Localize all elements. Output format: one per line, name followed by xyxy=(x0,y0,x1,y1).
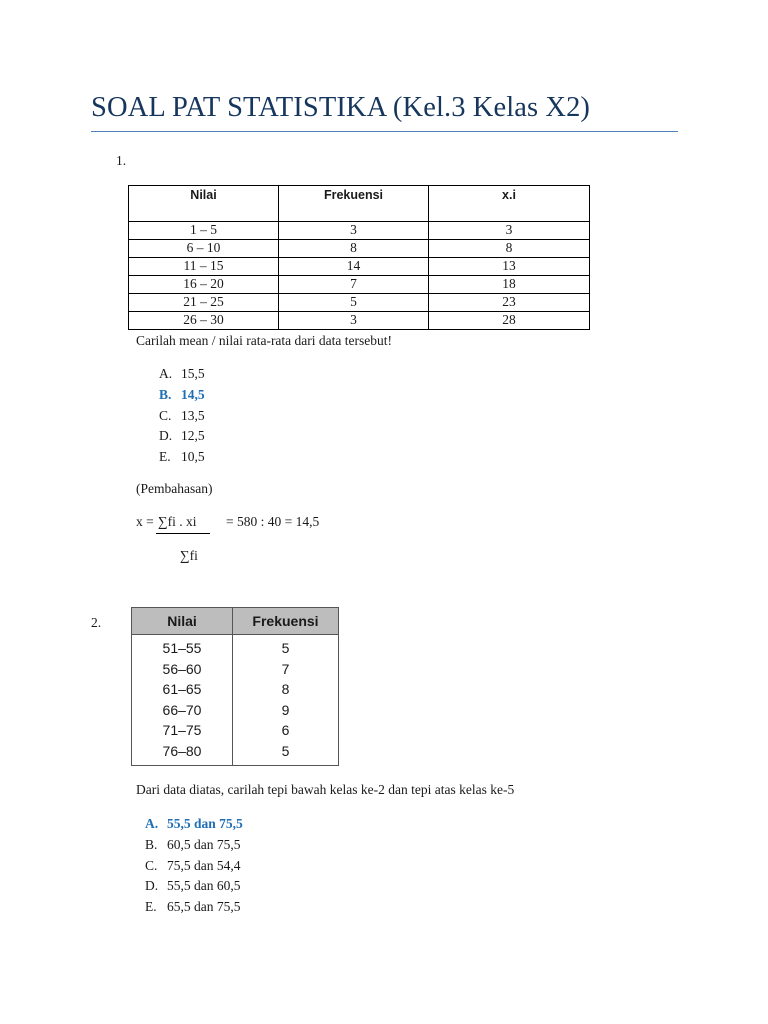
formula-result: = 580 : 40 = 14,5 xyxy=(226,514,320,529)
option-letter: A. xyxy=(145,816,159,831)
table-row xyxy=(132,635,339,659)
cell-nilai: 6 – 10 xyxy=(129,240,279,258)
option-text: 14,5 xyxy=(181,386,205,402)
cell-frekuensi: 3 xyxy=(279,222,429,240)
title-underline xyxy=(91,131,678,132)
cell-xi: 13 xyxy=(429,258,590,276)
option-letter: E. xyxy=(159,449,171,465)
cell-nilai: 51–55 xyxy=(132,635,233,659)
option-letter: C. xyxy=(159,407,172,423)
question-1-table xyxy=(128,185,590,330)
table-header-row xyxy=(132,608,339,635)
cell-nilai: 21 – 25 xyxy=(129,294,279,312)
header-nilai: Nilai xyxy=(129,186,279,222)
option-c[interactable] xyxy=(159,406,205,427)
question-2-text: Dari data diatas, carilah tepi bawah kelas ke-2 dan tepi atas kelas ke-5 xyxy=(136,782,515,797)
option-b[interactable] xyxy=(145,835,243,856)
formula-numerator: ∑fi . xi xyxy=(158,514,197,529)
cell-xi: 23 xyxy=(429,294,590,312)
option-text: 12,5 xyxy=(181,428,205,444)
cell-nilai: 56–60 xyxy=(132,659,233,680)
option-d[interactable] xyxy=(145,876,243,897)
table-row xyxy=(129,294,590,312)
table-row xyxy=(132,700,339,721)
option-letter: D. xyxy=(159,428,173,444)
option-a[interactable] xyxy=(159,364,205,385)
cell-frekuensi: 7 xyxy=(279,276,429,294)
table-row xyxy=(129,258,590,276)
option-c[interactable] xyxy=(145,856,243,877)
option-text: 13,5 xyxy=(181,407,205,423)
cell-nilai: 66–70 xyxy=(132,700,233,721)
option-text: 55,5 dan 75,5 xyxy=(167,816,243,831)
table-row xyxy=(129,240,590,258)
option-letter: A. xyxy=(159,366,173,381)
option-d[interactable] xyxy=(159,426,205,447)
cell-frekuensi: 8 xyxy=(281,681,290,697)
cell-frekuensi: 9 xyxy=(281,701,290,718)
option-letter: C. xyxy=(145,857,158,873)
cell-frekuensi: 8 xyxy=(279,240,429,258)
option-text: 65,5 dan 75,5 xyxy=(167,899,241,915)
option-e[interactable] xyxy=(145,897,243,918)
document-title: SOAL PAT STATISTIKA (Kel.3 Kelas X2) xyxy=(91,92,591,123)
cell-xi: 28 xyxy=(429,312,590,330)
option-letter: B. xyxy=(145,836,158,852)
cell-frekuensi: 7 xyxy=(281,660,290,677)
cell-nilai: 71–75 xyxy=(132,720,233,741)
discussion-label: (Pembahasan) xyxy=(136,481,213,496)
option-a-correct[interactable] xyxy=(145,814,243,835)
option-text: 15,5 xyxy=(181,366,205,381)
cell-frekuensi: 5 xyxy=(281,640,290,656)
table-header-row xyxy=(129,186,590,222)
question-1-number: 1. xyxy=(116,153,127,168)
cell-nilai: 1 – 5 xyxy=(129,222,279,240)
question-1-text: Carilah mean / nilai rata-rata dari data tersebut! xyxy=(136,333,392,348)
cell-nilai: 76–80 xyxy=(132,741,233,766)
formula-prefix: x = xyxy=(136,514,154,529)
table-row xyxy=(132,679,339,700)
question-2-options xyxy=(145,814,243,918)
cell-nilai: 16 – 20 xyxy=(129,276,279,294)
cell-frekuensi: 5 xyxy=(281,742,290,759)
option-text: 10,5 xyxy=(181,449,205,465)
header-frekuensi: Frekuensi xyxy=(233,608,339,635)
cell-frekuensi: 5 xyxy=(279,294,429,312)
option-letter: D. xyxy=(145,878,159,894)
question-1-options xyxy=(159,364,205,468)
header-nilai: Nilai xyxy=(132,608,233,635)
option-text: 55,5 dan 60,5 xyxy=(167,878,241,894)
option-letter: B. xyxy=(159,386,172,402)
cell-xi: 8 xyxy=(429,240,590,258)
option-text: 75,5 dan 54,4 xyxy=(167,857,241,873)
option-text: 60,5 dan 75,5 xyxy=(167,836,241,852)
table-row xyxy=(129,312,590,330)
header-frekuensi: Frekuensi xyxy=(279,186,429,222)
table-row xyxy=(132,720,339,741)
cell-nilai: 26 – 30 xyxy=(129,312,279,330)
question-2-number: 2. xyxy=(91,615,102,630)
option-b-correct[interactable] xyxy=(159,385,205,406)
cell-nilai: 11 – 15 xyxy=(129,258,279,276)
option-e[interactable] xyxy=(159,447,205,468)
cell-frekuensi: 14 xyxy=(279,258,429,276)
fraction-bar xyxy=(156,533,210,534)
cell-frekuensi: 6 xyxy=(281,722,290,738)
header-xi: x.i xyxy=(429,186,590,222)
table-row xyxy=(132,659,339,680)
table-row xyxy=(132,741,339,766)
cell-nilai: 61–65 xyxy=(132,679,233,700)
table-row xyxy=(129,276,590,294)
option-letter: E. xyxy=(145,899,157,915)
formula-denominator: ∑fi xyxy=(180,548,198,563)
cell-xi: 18 xyxy=(429,276,590,294)
table-row xyxy=(129,222,590,240)
question-2-table xyxy=(131,607,339,766)
cell-frekuensi: 3 xyxy=(279,312,429,330)
cell-xi: 3 xyxy=(429,222,590,240)
